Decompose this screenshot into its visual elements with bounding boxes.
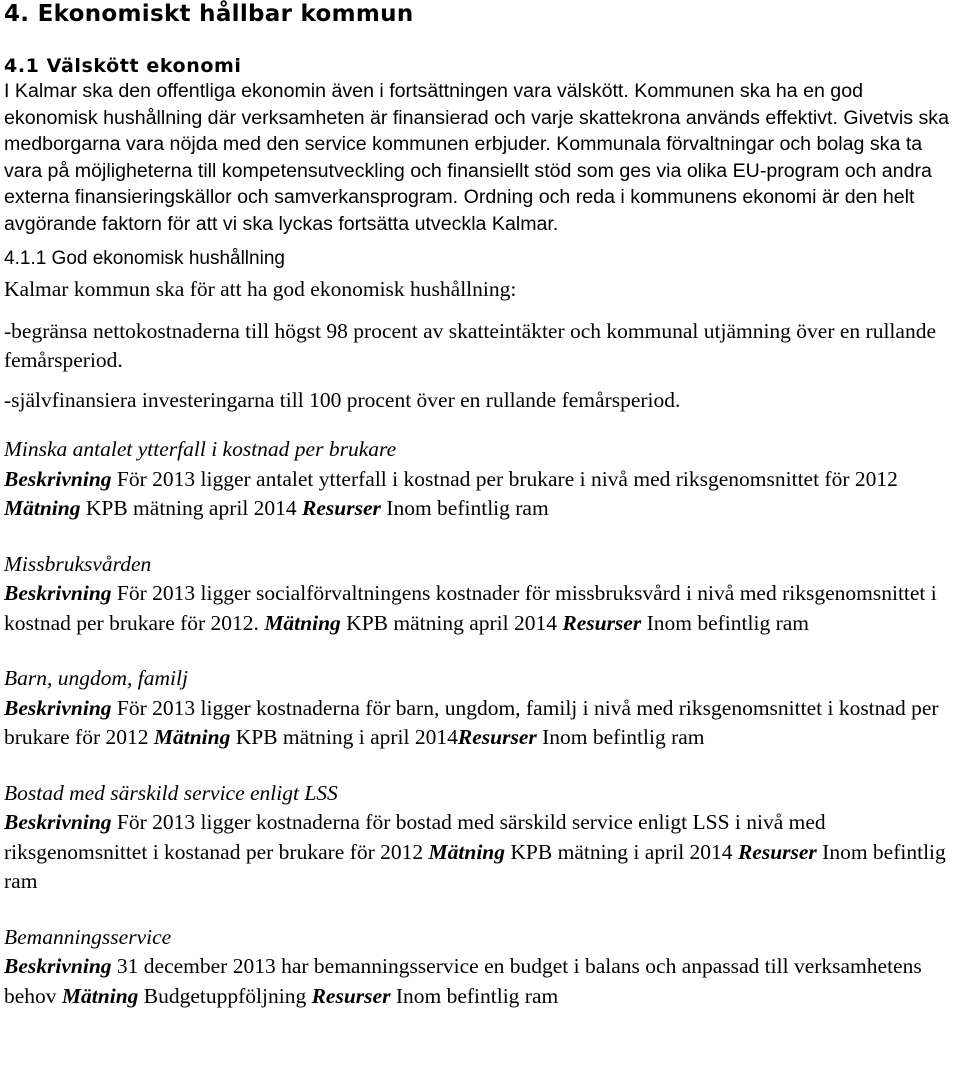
goal-block <box>4 664 956 753</box>
goal-body <box>4 579 956 638</box>
description-label: Beskrivning <box>4 810 112 834</box>
goal-resources: Inom befintlig ram <box>641 610 809 635</box>
goal-resources: Inom befintlig ram <box>380 496 549 520</box>
goal-measurement: Budgetuppföljning <box>138 983 312 1008</box>
description-label: Beskrivning <box>4 695 112 720</box>
goal-description: 31 december 2013 har bemanningsservice en budget i balans och anpassad till verksamhetens behov <box>4 954 922 1008</box>
goal-body <box>4 694 956 753</box>
goal-point-2: -självfinansiera investeringarna till 100 procent över en rullande femårsperiod. <box>4 387 681 412</box>
chapter-heading: 4. Ekonomiskt hållbar kommun <box>4 1 414 27</box>
goal-body <box>4 465 956 524</box>
measurement-label: Mätning <box>428 839 506 864</box>
goal-title: Bostad med särskild service enligt LSS <box>4 780 338 805</box>
goal-block <box>4 550 956 639</box>
goal-body <box>4 952 956 1011</box>
goal-body <box>4 808 956 897</box>
goal-title: Bemanningsservice <box>4 924 172 949</box>
measurement-label: Mätning <box>4 496 81 520</box>
goal-description: För 2013 ligger kostnaderna för barn, ungdom, familj i nivå med riksgenomsnittet i kostnad per brukare för 2012 <box>4 695 939 749</box>
resources-label: Resurser <box>302 496 381 520</box>
goal-description: För 2013 ligger socialförvaltningens kostnader för missbruksvård i nivå med riksgenomsnittet i kostnad per brukare för 2012. <box>4 581 937 635</box>
goal-title: Barn, ungdom, familj <box>4 666 188 690</box>
measurement-label: Mätning <box>264 610 341 635</box>
goal-resources: Inom befintlig ram <box>4 839 946 893</box>
goal-block <box>4 435 956 524</box>
goal-resources: Inom befintlig ram <box>390 983 559 1008</box>
goal-description: För 2013 ligger antalet ytterfall i kostnad per brukare i nivå med riksgenomsnittet för 2012 <box>111 466 898 491</box>
resources-label: Resurser <box>737 839 817 864</box>
goal-measurement: KPB mätning april 2014 <box>80 496 303 520</box>
goal-measurement: KPB mätning april 2014 <box>340 610 563 635</box>
measurement-label: Mätning <box>153 725 231 749</box>
goal-description: För 2013 ligger kostnaderna för bostad med särskild service enligt LSS i nivå med riksgenomsnittet i kostanad per brukare för 2012 <box>4 810 826 864</box>
goal-title: Missbruksvården <box>4 551 152 576</box>
goal-point-1: -begränsa nettokostnaderna till högst 98 procent av skatteintäkter och kommunal utjämning över en rullande femårsperiod. <box>4 318 936 372</box>
section-heading: 4.1 Välskött ekonomi <box>4 55 242 77</box>
resources-label: Resurser <box>311 983 391 1008</box>
goal-block <box>4 779 956 897</box>
goal-measurement: KPB mätning i april 2014 <box>230 725 458 749</box>
resources-label: Resurser <box>457 725 537 749</box>
goal-measurement: KPB mätning i april 2014 <box>505 839 738 864</box>
measurement-label: Mätning <box>61 983 139 1008</box>
goal-block <box>4 923 956 1012</box>
subsection-heading: 4.1.1 God ekonomisk hushållning <box>4 248 285 269</box>
goal-title: Minska antalet ytterfall i kostnad per brukare <box>4 437 397 461</box>
description-label: Beskrivning <box>4 581 112 605</box>
subsection-lead: Kalmar kommun ska för att ha god ekonomisk hushållning: <box>4 277 517 301</box>
section-intro: I Kalmar ska den offentliga ekonomin även i fortsättningen vara välskött. Kommunen ska ha en god ekonomisk hushållning där verksamheten är finansierad och varje skattekrona används effektivt. Givetvis ska medborgarna vara nöjda med den service kommunen erbjuder. Kommunala förvaltningar och bolag ska ta vara på möjligheterna till kompetensutveckling och finansiellt stöd som ges via olika EU-program och andra externa finansieringskällor och samverkansprogram. Ordning och reda i kommunens ekonomi är den helt avgörande faktorn för att vi ska lyckas fortsätta utveckla Kalmar. <box>4 80 949 235</box>
resources-label: Resurser <box>562 610 642 635</box>
description-label: Beskrivning <box>4 954 112 978</box>
description-label: Beskrivning <box>4 466 112 491</box>
goal-resources: Inom befintlig ram <box>536 725 705 749</box>
